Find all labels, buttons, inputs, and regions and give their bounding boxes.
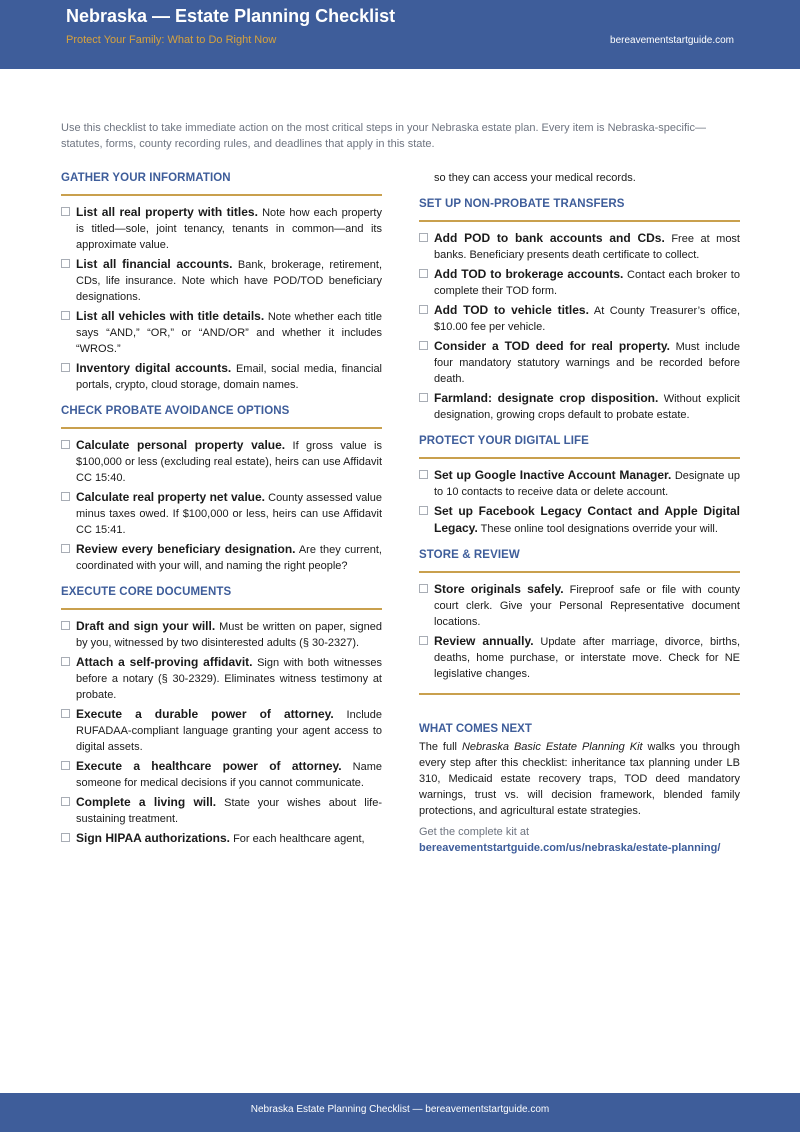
checkbox[interactable]	[419, 393, 428, 402]
page-subtitle: Protect Your Family: What to Do Right Now	[66, 34, 277, 46]
item-description: State your wishes about life-sustaining treatment.	[76, 797, 383, 825]
item-description: County assessed value minus taxes owed. If $100,000 or less, heirs can use Affidavit CC 15:41.	[76, 492, 382, 536]
checklist-item	[419, 230, 740, 263]
header-site-link[interactable]: bereavementstartguide.com	[610, 35, 734, 46]
item-description: Sign with both witnesses before a notary (§ 30-2329). Eliminates witness testimony at probate.	[76, 657, 383, 701]
intro-text: Use this checklist to take immediate action on the most critical steps in your Nebraska estate plan. Every item is Nebraska-specific—statutes, forms, county recording rules, and deadlines that apply in this state.	[61, 122, 706, 150]
item-description: Free at most banks. Beneficiary presents death certificate to collect.	[434, 233, 740, 261]
item-description: Include RUFADAA-compliant language granting your agent access to digital assets.	[76, 709, 382, 753]
checklist-item	[61, 204, 382, 253]
item-label: Store originals safely.	[434, 582, 564, 596]
checklist-item	[61, 437, 382, 486]
right-column	[419, 164, 740, 856]
checkbox[interactable]	[61, 797, 70, 806]
what-next-heading: WHAT COMES NEXT	[419, 723, 532, 735]
kit-name: Nebraska Basic Estate Planning Kit	[461, 741, 643, 753]
checkbox[interactable]	[419, 506, 428, 515]
checklist-item	[419, 633, 740, 682]
page-title: Nebraska — Estate Planning Checklist	[66, 6, 396, 26]
item-label: Calculate personal property value.	[76, 438, 286, 452]
get-kit-label: Get the complete kit at	[419, 826, 530, 838]
item-description: Bank, brokerage, retirement, CDs, life insurance. Note which have POD/TOD beneficiary designations.	[76, 259, 382, 303]
item-description: These online tool designations override your will.	[480, 523, 718, 535]
checkbox[interactable]	[61, 621, 70, 630]
item-label: Complete a living will.	[76, 795, 217, 809]
item-label: Sign HIPAA authorizations.	[76, 831, 231, 845]
checklist-item	[419, 266, 740, 299]
checkbox[interactable]	[61, 761, 70, 770]
checkbox[interactable]	[61, 363, 70, 372]
checklist-item	[61, 618, 382, 651]
checkbox[interactable]	[61, 311, 70, 320]
checkbox[interactable]	[419, 470, 428, 479]
item-description: At County Treasurer’s office, $10.00 fee per vehicle.	[434, 305, 741, 333]
item-label: Set up Google Inactive Account Manager.	[434, 468, 672, 482]
checklist-item	[419, 338, 740, 387]
checkbox[interactable]	[61, 709, 70, 718]
item-description: Note how each property is titled—sole, joint tenancy, tenants in common—and its approximate value.	[76, 207, 382, 251]
item-description: Are they current, coordinated with your will, and naming the right people?	[76, 544, 382, 572]
item-description: Name someone for medical decisions if you cannot communicate.	[76, 761, 382, 789]
section-heading: PROTECT YOUR DIGITAL LIFE	[419, 426, 740, 459]
item-description: Without explicit designation, growing crops default to probate estate.	[434, 393, 740, 421]
checkbox[interactable]	[61, 833, 70, 842]
section-heading: STORE & REVIEW	[419, 540, 740, 573]
section-heading: CHECK PROBATE AVOIDANCE OPTIONS	[61, 396, 382, 429]
what-next-body: The full Nebraska Basic Estate Planning Kit walks you through every step after this checklist: inheritance tax planning under LB 310, Medicaid estate recovery traps, TOD deed mandatory warnings, trust vs. will decision framework, blended family protections, and agricultural estate strategies.	[419, 741, 740, 817]
checklist-item	[61, 794, 382, 827]
page-header	[0, 0, 800, 69]
checkbox[interactable]	[419, 305, 428, 314]
kit-url-link[interactable]: bereavementstartguide.com/us/nebraska/estate-planning/	[419, 842, 721, 854]
item-description: Must be written on paper, signed by you, witnessed by two disinterested adults (§ 30-2327).	[76, 621, 383, 649]
section-divider	[419, 693, 740, 695]
item-label: Review every beneficiary designation.	[76, 542, 296, 556]
checklist-item	[419, 390, 740, 423]
checklist-item	[419, 581, 740, 630]
item-description: Note whether each title says “AND,” “OR,” or “AND/OR” and whether it includes “WROS.”	[76, 311, 382, 355]
item-label: List all financial accounts.	[76, 257, 233, 271]
left-column	[61, 164, 382, 850]
section-heading: SET UP NON-PROBATE TRANSFERS	[419, 189, 740, 222]
checkbox[interactable]	[419, 341, 428, 350]
checkbox[interactable]	[61, 259, 70, 268]
item-label: Draft and sign your will.	[76, 619, 216, 633]
checklist-item	[419, 302, 740, 335]
item-description: Contact each broker to complete their TOD form.	[434, 269, 740, 297]
checklist-item	[61, 541, 382, 574]
item-description: If gross value is $100,000 or less (excluding real estate), heirs can use Affidavit CC 15:40.	[76, 440, 382, 484]
checklist-item	[61, 654, 382, 703]
item-label: Consider a TOD deed for real property.	[434, 339, 670, 353]
checkbox[interactable]	[61, 544, 70, 553]
section-heading: GATHER YOUR INFORMATION	[61, 164, 382, 196]
item-label: Calculate real property net value.	[76, 490, 265, 504]
checkbox[interactable]	[61, 207, 70, 216]
item-description: Must include four mandatory statutory warnings and be recorded before death.	[434, 341, 740, 385]
item-label: Inventory digital accounts.	[76, 361, 232, 375]
checklist-item	[61, 256, 382, 305]
item-description: Designate up to 10 contacts to receive data or delete account.	[434, 470, 740, 498]
item-label: Farmland: designate crop disposition.	[434, 391, 659, 405]
item-label: Add TOD to brokerage accounts.	[434, 267, 624, 281]
checklist-item	[61, 758, 382, 791]
checklist-item	[61, 706, 382, 755]
continued-text: so they can access your medical records.	[434, 172, 636, 184]
checkbox[interactable]	[419, 584, 428, 593]
item-label: Add TOD to vehicle titles.	[434, 303, 589, 317]
item-label: Execute a healthcare power of attorney.	[76, 759, 342, 773]
checkbox[interactable]	[419, 233, 428, 242]
checkbox[interactable]	[419, 269, 428, 278]
item-label: Set up Facebook Legacy Contact and Apple Digital Legacy.	[434, 504, 740, 535]
item-description: Update after marriage, divorce, births, deaths, home purchase, or interstate move. Check for NE legislative changes.	[434, 636, 741, 680]
checkbox[interactable]	[61, 492, 70, 501]
item-description: Email, social media, financial portals, crypto, cloud storage, domain names.	[76, 363, 383, 391]
checkbox[interactable]	[61, 657, 70, 666]
checklist-item	[61, 360, 382, 393]
item-description: Fireproof safe or file with county court clerk. Give your Personal Representative document locations.	[434, 584, 740, 628]
page-footer: Nebraska Estate Planning Checklist — bereavementstartguide.com	[0, 1093, 800, 1132]
item-label: List all vehicles with title details.	[76, 309, 265, 323]
item-label: Attach a self-proving affidavit.	[76, 655, 253, 669]
checkbox[interactable]	[419, 636, 428, 645]
item-label: Execute a durable power of attorney.	[76, 707, 334, 721]
checklist-item	[419, 467, 740, 500]
checklist-item	[419, 503, 740, 537]
checkbox[interactable]	[61, 440, 70, 449]
section-heading: EXECUTE CORE DOCUMENTS	[61, 577, 382, 610]
item-label: List all real property with titles.	[76, 205, 258, 219]
checklist-item	[61, 830, 382, 847]
checklist-item	[61, 489, 382, 538]
item-label: Review annually.	[434, 634, 534, 648]
item-label: Add POD to bank accounts and CDs.	[434, 231, 665, 245]
checklist-item	[61, 308, 382, 357]
item-description: For each healthcare agent,	[233, 833, 365, 845]
